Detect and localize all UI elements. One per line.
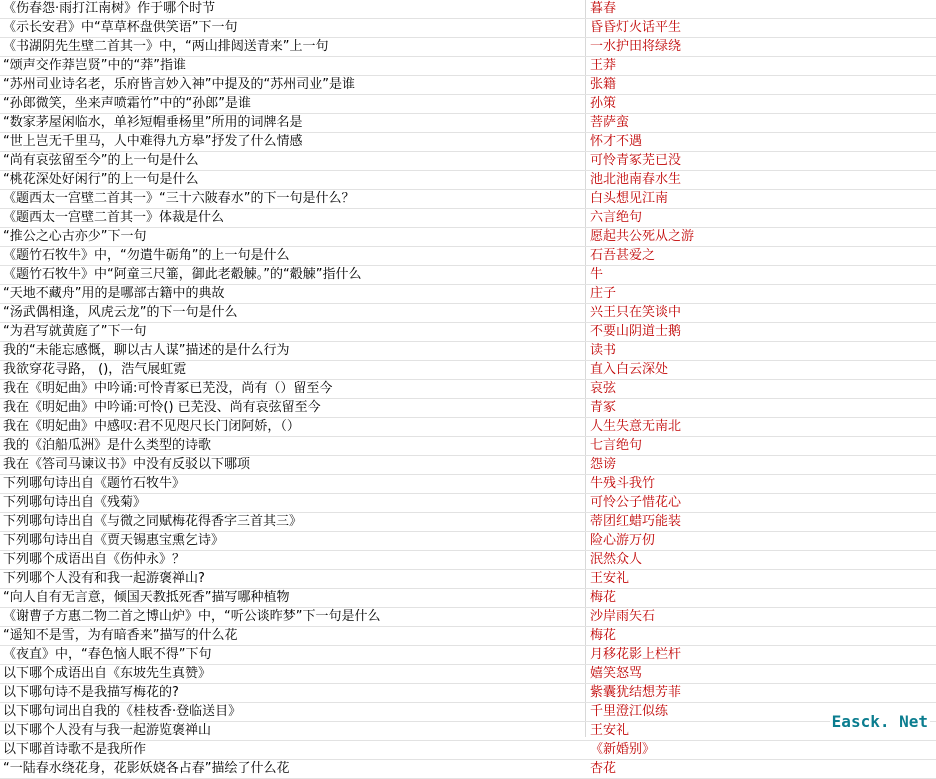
answer-text: 梅花 [590, 628, 617, 643]
qa-row [0, 361, 936, 380]
qa-row [0, 323, 936, 342]
question-text: “向人自有无言意，倾国天教抵死香”描写哪种植物 [3, 590, 290, 605]
question-text: 下列哪句诗出自《题竹石牧牛》 [3, 476, 186, 491]
answer-text: 一水护田将绿绕 [590, 39, 682, 54]
qa-row [0, 475, 936, 494]
question-text: 《题西太一宫壁二首其一》“三十六陂春水”的下一句是什么？ [3, 191, 355, 206]
qa-row [0, 171, 936, 190]
qa-row [0, 304, 936, 323]
qa-row [0, 57, 936, 76]
answer-text: 牛残斗我竹 [590, 476, 656, 491]
watermark-logo: Easck. Net [831, 712, 928, 731]
qa-row [0, 665, 936, 684]
answer-text: 读书 [590, 343, 617, 358]
question-text: 我在《明妃曲》中吟诵:可怜青冢已芜没，尚有（）留至今 [3, 381, 333, 396]
qa-row [0, 494, 936, 513]
qa-row [0, 589, 936, 608]
question-text: “苏州司业诗名老，乐府皆言妙入神”中提及的“苏州司业”是谁 [3, 77, 355, 92]
answer-text: 蒂团红蜡巧能装 [590, 514, 682, 529]
answer-text: 王安礼 [590, 571, 630, 586]
question-text: 下列哪个人没有和我一起游褒禅山? [3, 571, 205, 586]
qa-row [0, 513, 936, 532]
question-text: 下列哪个成语出自《伤仲永》？ [3, 552, 186, 567]
qa-row [0, 722, 936, 741]
question-text: 以下哪首诗歌不是我所作 [3, 742, 147, 757]
qa-row [0, 285, 936, 304]
answer-text: 可怜青冢芜已没 [590, 153, 682, 168]
answer-text: 池北池南春水生 [590, 172, 682, 187]
qa-row [0, 551, 936, 570]
answer-text: 杏花 [590, 761, 617, 776]
question-text: 我欲穿花寻路， ()，浩气展虹霓 [3, 362, 187, 377]
answer-text: 菩萨蛮 [590, 115, 630, 130]
qa-row [0, 608, 936, 627]
qa-row [0, 114, 936, 133]
answer-text: 兴王只在笑谈中 [590, 305, 682, 320]
answer-text: 哀弦 [590, 381, 617, 396]
answer-text: 紫囊犹结想芳菲 [590, 685, 682, 700]
answer-text: 张籍 [590, 77, 617, 92]
question-text: 《夜直》中，“春色恼人眠不得”下句 [3, 647, 212, 662]
question-text: 《题竹石牧牛》中“阿童三尺箠，御此老觳觫。”的“觳觫”指什么 [3, 267, 362, 282]
qa-row [0, 703, 936, 722]
question-text: “数家茅屋闲临水，单衫短帽垂杨里”所用的词牌名是 [3, 115, 303, 130]
question-text: 以下哪个人没有与我一起游览褒禅山 [3, 723, 212, 738]
qa-row [0, 399, 936, 418]
qa-row [0, 266, 936, 285]
qa-row [0, 741, 936, 760]
question-text: “颂声交作莽岂贤”中的“莽”指谁 [3, 58, 186, 73]
answer-text: 牛 [590, 267, 604, 282]
answer-text: 王莽 [590, 58, 617, 73]
answer-text: 白头想见江南 [590, 191, 669, 206]
answer-text: 愿起共公死从之游 [590, 229, 695, 244]
answer-text: 嬉笑怒骂 [590, 666, 643, 681]
qa-row [0, 684, 936, 703]
question-text: 《书湖阴先生壁二首其一》中，“两山排闼送青来”上一句 [3, 39, 329, 54]
question-text: “一陆春水绕花身，花影妖娆各占春”描绘了什么花 [3, 761, 290, 776]
qa-row [0, 627, 936, 646]
answer-text: 怨谤 [590, 457, 617, 472]
qa-row [0, 418, 936, 437]
qa-row [0, 532, 936, 551]
question-text: 我在《明妃曲》中吟诵:可怜() 已芜没、尚有哀弦留至今 [3, 400, 321, 415]
question-text: 下列哪句诗出自《与微之同赋梅花得香字三首其三》 [3, 514, 303, 529]
answer-text: 昏昏灯火话平生 [590, 20, 682, 35]
qa-row [0, 38, 936, 57]
question-text: “世上岂无千里马，人中难得九方皋”抒发了什么情感 [3, 134, 303, 149]
qa-row [0, 0, 936, 19]
answer-text: 石吾甚爱之 [590, 248, 656, 263]
answer-text: 不要山阴道士鹅 [590, 324, 682, 339]
question-text: “天地不藏舟”用的是哪部古籍中的典故 [3, 286, 225, 301]
question-text: 以下哪句诗不是我描写梅花的? [3, 685, 179, 700]
question-text: 《题竹石牧牛》中，“勿遣牛砺角”的上一句是什么 [3, 248, 290, 263]
question-text: 《题西太一宫壁二首其一》体裁是什么 [3, 210, 225, 225]
qa-row [0, 646, 936, 665]
answer-text: 庄子 [590, 286, 617, 301]
qa-row [0, 570, 936, 589]
qa-row [0, 760, 936, 779]
qa-row [0, 228, 936, 247]
question-text: 我的《泊船瓜洲》是什么类型的诗歌 [3, 438, 212, 453]
qa-row [0, 342, 936, 361]
answer-text: 《新婚别》 [590, 742, 656, 757]
question-text: 我的“未能忘感慨，聊以古人谋”描述的是什么行为 [3, 343, 290, 358]
answer-text: 六言绝句 [590, 210, 643, 225]
answer-text: 泯然众人 [590, 552, 643, 567]
answer-text: 直入白云深处 [590, 362, 669, 377]
qa-row [0, 437, 936, 456]
answer-text: 七言绝句 [590, 438, 643, 453]
question-text: 以下哪个成语出自《东坡先生真赞》 [3, 666, 212, 681]
answer-text: 青冢 [590, 400, 617, 415]
answer-text: 王安礼 [590, 723, 630, 738]
question-text: “汤武偶相逢，风虎云龙”的下一句是什么 [3, 305, 238, 320]
qa-row [0, 456, 936, 475]
answer-text: 暮春 [590, 1, 617, 16]
qa-row [0, 247, 936, 266]
answer-text: 人生失意无南北 [590, 419, 682, 434]
answer-text: 险心游万仞 [590, 533, 656, 548]
question-text: “孙郎微笑，坐来声喷霜竹”中的“孙郎”是谁 [3, 96, 251, 111]
question-text: 下列哪句诗出自《残菊》 [3, 495, 147, 510]
question-text: 以下哪句词出自我的《桂枝香·登临送目》 [3, 704, 242, 719]
question-text: “推公之心古亦少”下一句 [3, 229, 147, 244]
question-text: 我在《答司马谏议书》中没有反驳以下哪项 [3, 457, 251, 472]
answer-text: 孙策 [590, 96, 617, 111]
qa-row [0, 76, 936, 95]
answer-text: 沙岸雨矢石 [590, 609, 656, 624]
question-text: 下列哪句诗出自《贾天锡惠宝熏乞诗》 [3, 533, 225, 548]
qa-row [0, 133, 936, 152]
question-text: 《谢曹子方惠二物二首之博山炉》中，“听公谈昨梦”下一句是什么 [3, 609, 381, 624]
question-text: 我在《明妃曲》中感叹:君不见咫尺长门闭阿娇，（） [3, 419, 300, 434]
answer-text: 月移花影上栏杆 [590, 647, 682, 662]
answer-text: 梅花 [590, 590, 617, 605]
question-text: 《伤春怨·雨打江南树》作于哪个时节 [3, 1, 216, 16]
qa-row [0, 152, 936, 171]
question-text: “为君写就黄庭了”下一句 [3, 324, 147, 339]
qa-row [0, 95, 936, 114]
qa-row [0, 19, 936, 38]
qa-row [0, 190, 936, 209]
question-text: “遥知不是雪，为有暗香来”描写的什么花 [3, 628, 238, 643]
question-text: “桃花深处好闲行”的上一句是什么 [3, 172, 199, 187]
answer-text: 千里澄江似练 [590, 704, 669, 719]
answer-text: 怀才不遇 [590, 134, 643, 149]
question-text: 《示长安君》中“草草杯盘供笑语”下一句 [3, 20, 238, 35]
question-text: “尚有哀弦留至今”的上一句是什么 [3, 153, 199, 168]
qa-row [0, 209, 936, 228]
qa-row [0, 380, 936, 399]
answer-text: 可怜公子惜花心 [590, 495, 682, 510]
